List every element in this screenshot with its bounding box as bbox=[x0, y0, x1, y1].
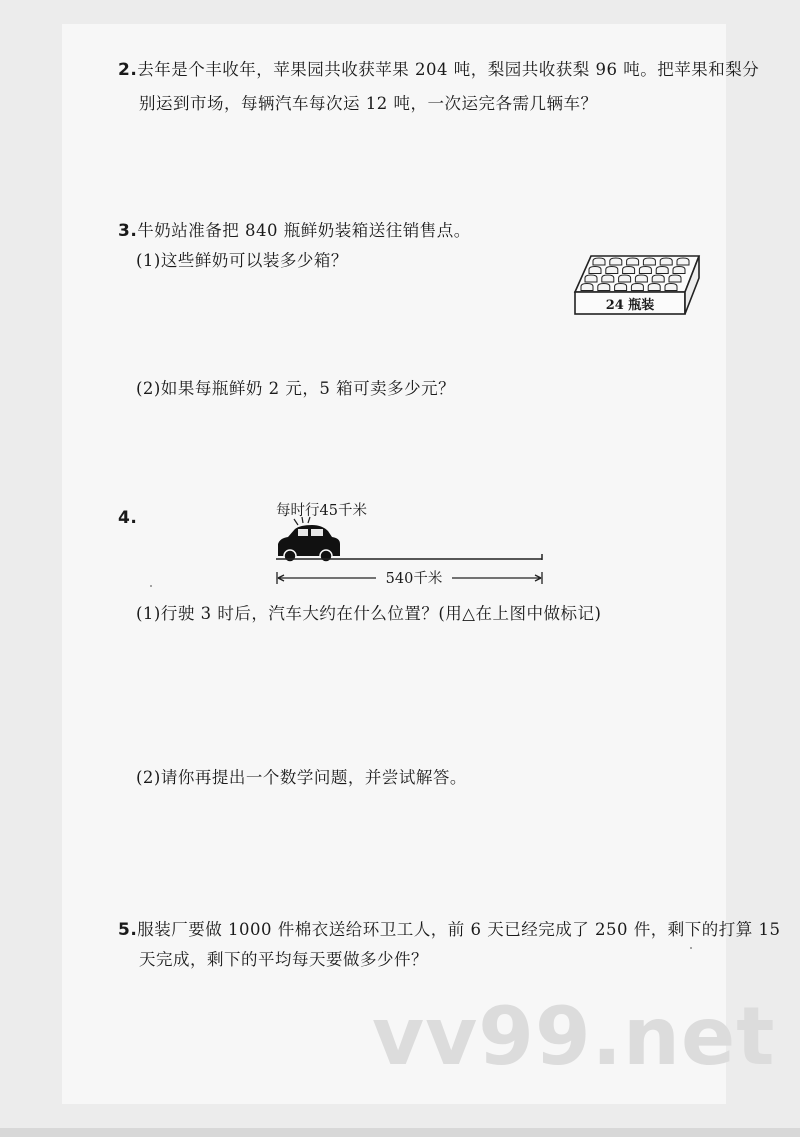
speed-label: 每时行45千米 bbox=[276, 503, 367, 519]
q2-line1: 2.去年是个丰收年，苹果园共收获苹果 204 吨，梨园共收获梨 96 吨。把苹果和梨分 bbox=[118, 60, 760, 80]
q3-number: 3. bbox=[118, 221, 138, 241]
bottle-cap-icon bbox=[673, 267, 685, 274]
watermark: vv99.net bbox=[372, 990, 776, 1083]
crate-label: 24 瓶装 bbox=[605, 298, 655, 313]
q2-number: 2. bbox=[118, 60, 138, 80]
bottle-cap-icon bbox=[589, 267, 601, 274]
bottle-cap-icon bbox=[652, 275, 664, 282]
car-icon bbox=[278, 525, 340, 562]
bottle-cap-icon bbox=[593, 258, 605, 265]
q3-intro: 3.牛奶站准备把 840 瓶鲜奶装箱送往销售点。 bbox=[118, 221, 471, 241]
q4-number: 4. bbox=[118, 508, 138, 528]
distance-label: 540千米 bbox=[385, 571, 443, 587]
bottle-cap-icon bbox=[615, 284, 627, 291]
bottle-cap-icon bbox=[631, 284, 643, 291]
scan-speck bbox=[150, 585, 152, 587]
bottle-cap-icon bbox=[627, 258, 639, 265]
bottle-cap-icon bbox=[581, 284, 593, 291]
bottle-cap-icon bbox=[610, 258, 622, 265]
scan-speck bbox=[690, 947, 692, 949]
page-bottom-strip bbox=[0, 1128, 800, 1137]
bottle-cap-icon bbox=[602, 275, 614, 282]
bottle-cap-icon bbox=[665, 284, 677, 291]
bottle-cap-icon bbox=[585, 275, 597, 282]
q4-part1: (1)行驶 3 时后，汽车大约在什么位置？(用△在上图中做标记) bbox=[136, 604, 602, 623]
q2-line2: 别运到市场，每辆汽车每次运 12 吨，一次运完各需几辆车？ bbox=[139, 94, 598, 113]
bottle-cap-icon bbox=[639, 267, 651, 274]
milk-crate-illustration bbox=[573, 252, 703, 318]
bottle-cap-icon bbox=[643, 258, 655, 265]
bottle-cap-icon bbox=[677, 258, 689, 265]
bottle-cap-icon bbox=[669, 275, 681, 282]
bottle-cap-icon bbox=[635, 275, 647, 282]
bottle-cap-icon bbox=[648, 284, 660, 291]
q5-line1: 5.服装厂要做 1000 件棉衣送给环卫工人，前 6 天已经完成了 250 件，剩下的打算 15 bbox=[118, 920, 781, 940]
bottle-cap-icon bbox=[656, 267, 668, 274]
bottle-cap-icon bbox=[623, 267, 635, 274]
q5-line2: 天完成，剩下的平均每天要做多少件？ bbox=[139, 950, 428, 969]
q4-part2: (2)请你再提出一个数学问题，并尝试解答。 bbox=[136, 768, 467, 787]
q3-part1: (1)这些鲜奶可以装多少箱？ bbox=[136, 251, 348, 270]
bottle-cap-icon bbox=[598, 284, 610, 291]
road-diagram bbox=[270, 498, 560, 590]
q5-number: 5. bbox=[118, 920, 138, 940]
bottle-cap-icon bbox=[619, 275, 631, 282]
bottle-cap-icon bbox=[660, 258, 672, 265]
bottle-cap-icon bbox=[606, 267, 618, 274]
q3-part2: (2)如果每瓶鲜奶 2 元，5 箱可卖多少元？ bbox=[136, 379, 456, 398]
